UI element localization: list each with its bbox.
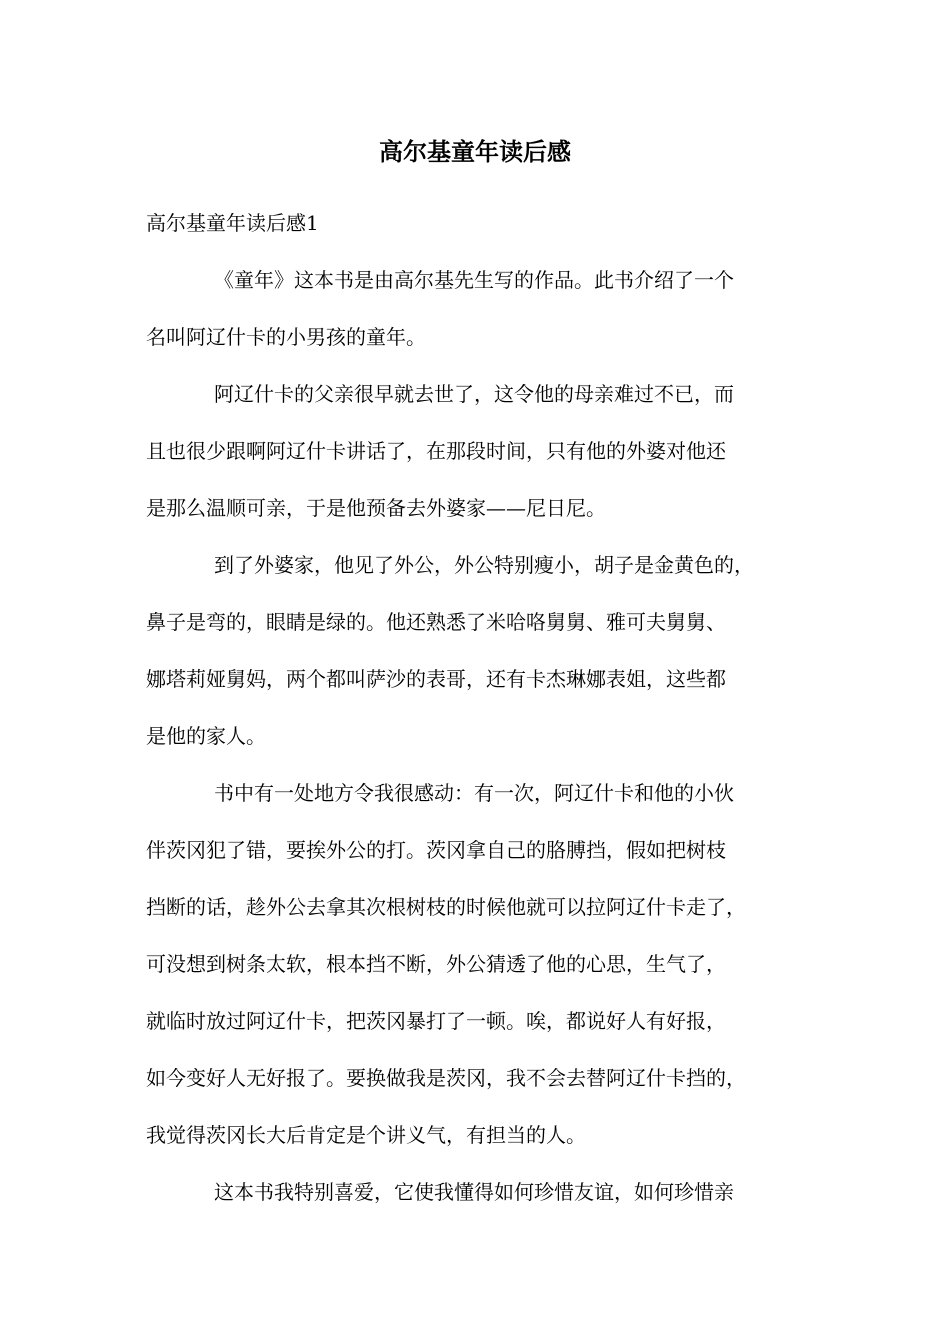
paragraph-line: 名叫阿辽什卡的小男孩的童年。 — [146, 325, 426, 349]
paragraph-line: 到了外婆家，他见了外公，外公特别瘦小，胡子是金黄色的， — [214, 553, 754, 577]
document-title: 高尔基童年读后感 — [379, 137, 571, 166]
paragraph-line: 我觉得茨冈长大后肯定是个讲义气，有担当的人。 — [146, 1123, 586, 1147]
paragraph-line: 如今变好人无好报了。要换做我是茨冈，我不会去替阿辽什卡挡的， — [146, 1066, 746, 1090]
paragraph-line: 且也很少跟啊阿辽什卡讲话了，在那段时间，只有他的外婆对他还 — [146, 439, 726, 463]
paragraph-line: 《童年》这本书是由高尔基先生写的作品。此书介绍了一个 — [214, 268, 734, 292]
paragraph-line: 阿辽什卡的父亲很早就去世了，这令他的母亲难过不已，而 — [214, 382, 734, 406]
paragraph-line: 可没想到树条太软，根本挡不断，外公猜透了他的心思，生气了， — [146, 952, 726, 976]
paragraph-line: 伴茨冈犯了错，要挨外公的打。茨冈拿自己的胳膊挡，假如把树枝 — [146, 838, 726, 862]
paragraph-line: 就临时放过阿辽什卡，把茨冈暴打了一顿。唉，都说好人有好报， — [146, 1009, 726, 1033]
paragraph-line: 鼻子是弯的，眼睛是绿的。他还熟悉了米哈咯舅舅、雅可夫舅舅、 — [146, 610, 726, 634]
paragraph-line: 是他的家人。 — [146, 724, 266, 748]
paragraph-line: 书中有一处地方令我很感动：有一次，阿辽什卡和他的小伙 — [214, 781, 734, 805]
paragraph-line: 是那么温顺可亲，于是他预备去外婆家——尼日尼。 — [146, 496, 606, 520]
paragraph-line: 这本书我特别喜爱，它使我懂得如何珍惜友谊，如何珍惜亲 — [214, 1180, 734, 1204]
paragraph-line: 挡断的话，趁外公去拿其次根树枝的时候他就可以拉阿辽什卡走了， — [146, 895, 746, 919]
section-heading: 高尔基童年读后感1 — [146, 211, 319, 235]
paragraph-line: 娜塔莉娅舅妈，两个都叫萨沙的表哥，还有卡杰琳娜表姐，这些都 — [146, 667, 726, 691]
